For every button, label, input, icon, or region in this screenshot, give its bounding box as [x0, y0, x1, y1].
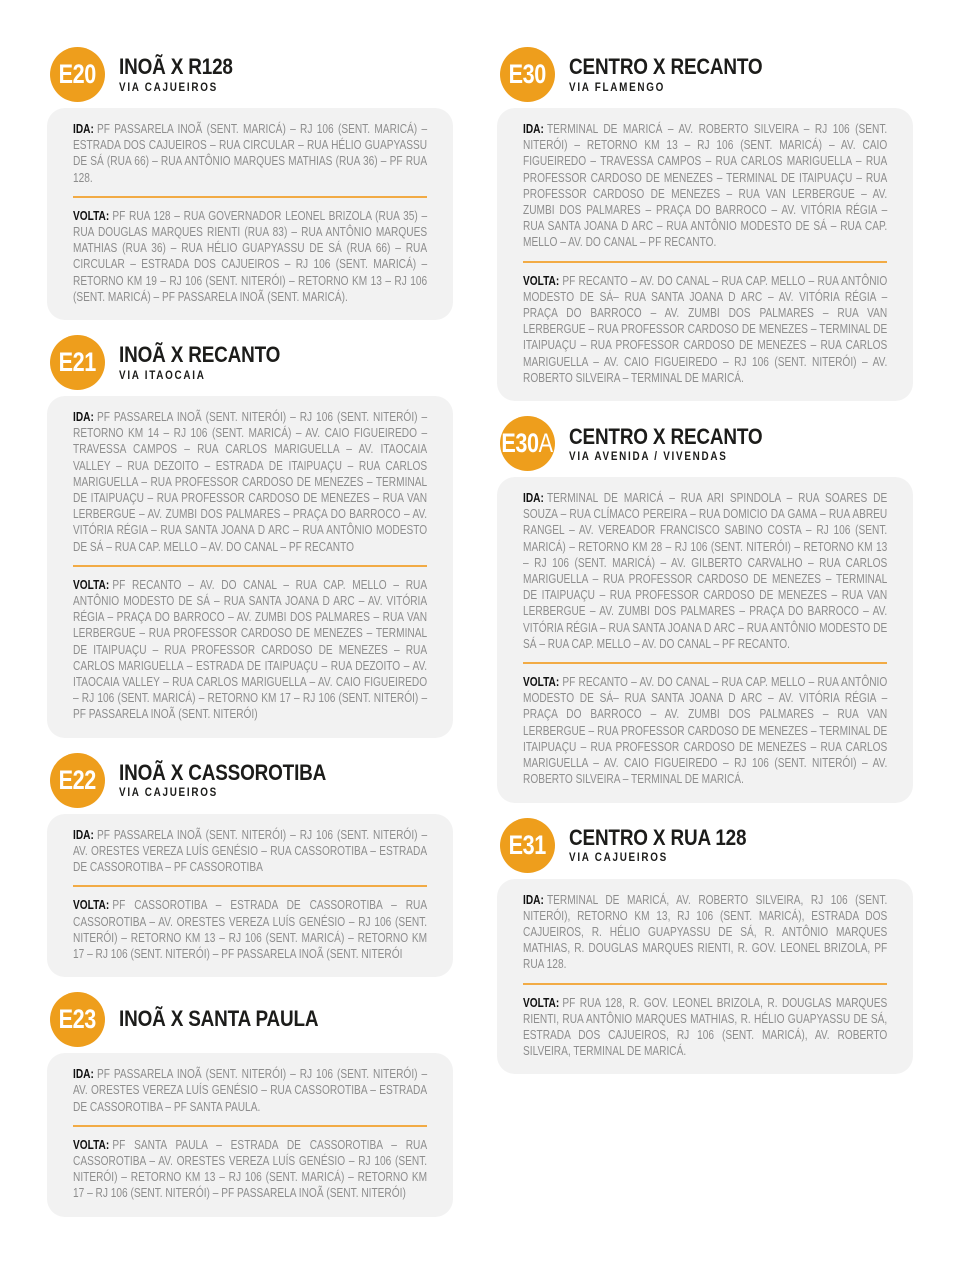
route-titles — [569, 826, 746, 864]
route-header — [497, 817, 913, 874]
route-title: INOÃ X R128 — [119, 54, 233, 80]
volta-label: VOLTA: — [73, 1136, 110, 1152]
ida-route-text: TERMINAL DE MARICÁ – AV. ROBERTO SILVEIRA – RJ 106 (SENT. NITERÓI) – RETORNO KM 13 – RJ 106 (SENT. MARICÁ) – AV. CAIO FIGUEIREDO – TRAVESSA CAMPOS – RUA CARLOS MARIGUELLA – RUA PROFESSOR CARDOSO DE MENEZES – TERMINAL DE ITAIPUAÇU – RUA PROFESSOR CARDOSO DE MENEZES – RUA VAN LERBERGUE – AV. ZUMBI DOS PALMARES – PRAÇA DO BARROCO – AV. VITÓRIA RÉGIA – RUA SANTA JOANA D ARC – RUA ANTÔNIO MODESTO DE SÁ – RUA CAP. MELLO – AV. DO CANAL – PF RECANTO. — [523, 121, 888, 250]
ida-paragraph — [73, 827, 427, 876]
volta-label: VOLTA: — [73, 207, 110, 223]
route-code: E21 — [58, 347, 97, 378]
ida-label: IDA: — [523, 121, 544, 136]
route-badge — [50, 753, 105, 808]
volta-route-text: PF RECANTO – AV. DO CANAL – RUA CAP. MELLO – RUA ANTÔNIO MODESTO DE SÁ – RUA SANTA JOANA D ARC – AV. VITÓRIA RÉGIA – PRAÇA DO BARROCO – AV. ZUMBI DOS PALMARES – RUA VAN LERBERGUE – RUA PROFESSOR CARDOSO DE MENEZES – TERMINAL DE ITAIPUAÇU – RUA PROFESSOR CARDOSO DE MENEZES – RUA CARLOS MARIGUELLA – ESTRADA DE ITAIPUAÇU – RUA DEZOITO – AV. ITAOCAIA VALLEY – RUA CARLOS MARIGUELLA – AV. CAIO FIGUEIREDO – RJ 106 (SENT. MARICÁ) – RETORNO KM 17 – RJ 106 (SENT. NITERÓI) – PF PASSARELA INOÃ (SENT. NITERÓI) — [73, 576, 428, 722]
route-code: E20 — [58, 59, 97, 89]
volta-route-text: PF RECANTO – AV. DO CANAL – RUA CAP. MELLO – RUA ANTÔNIO MODESTO DE SÁ– RUA SANTA JOANA D ARC – AV. VITÓRIA RÉGIA – PRAÇA DO BARROCO – AV. ZUMBI DOS PALMARES – RUA VAN LERBERGUE – RUA PROFESSOR CARDOSO DE MENEZES – TERMINAL DE ITAIPUAÇU – RUA PROFESSOR CARDOSO DE MENEZES – RUA CARLOS MARIGUELLA – AV. CAIO FIGUEIREDO – RJ 106 (SENT. NITERÓI) – AV. ROBERTO SILVEIRA – TERMINAL DE MARICÁ. — [523, 272, 888, 385]
route-code: E30 — [508, 59, 547, 89]
volta-paragraph — [523, 273, 887, 386]
route-subtitle: VIA CAJUEIROS — [119, 787, 218, 800]
volta-label: VOLTA: — [523, 272, 560, 288]
ida-volta-divider — [523, 662, 887, 664]
route-titles — [119, 1007, 318, 1033]
route-code: E23 — [58, 1004, 97, 1035]
route-code: E31 — [508, 829, 547, 860]
ida-label: IDA: — [73, 826, 94, 842]
route-header — [497, 415, 913, 472]
volta-route-text: PF CASSOROTIBA – ESTRADA DE CASSOROTIBA – RUA CASSOROTIBA – AV. ORESTES VEREZA LUÍS GENÉSIO – RJ 106 (SENT. NITERÓI) – RETORNO KM 13 – RJ 106 (SENT. MARICÁ) – RETORNO KM 17 – RJ 106 (SENT. NITERÓI) – PF PASSARELA INOÃ (SENT. NITERÓI — [73, 897, 428, 961]
ida-volta-divider — [73, 565, 427, 567]
route-header — [47, 334, 453, 391]
route-code: E30A — [501, 428, 554, 459]
volta-paragraph — [73, 897, 427, 962]
volta-route-text: PF RUA 128 – RUA GOVERNADOR LEONEL BRIZOLA (RUA 35) – RUA DOUGLAS MARQUES RIENTI (RUA 83) – RUA ANTÔNIO MARQUES MATHIAS (RUA 36) – RUA HÉLIO GUAPYASSU DE SÁ (RUA 66) – RUA CIRCULAR – ESTRADA DOS CAJUEIROS – RJ 106 (SENT. MARICÁ) – RETORNO KM 19 – RJ 106 (SENT. NITERÓI) – RETORNO KM 13 – RJ 106 (SENT. MARICÁ) – PF PASSARELA INOÃ (SENT. MARICÁ). — [73, 207, 428, 304]
route-card — [47, 814, 453, 977]
route-badge — [50, 47, 105, 102]
route-section-e21 — [47, 334, 453, 738]
route-card — [497, 108, 913, 401]
ida-label: IDA: — [523, 891, 544, 907]
volta-paragraph — [73, 208, 427, 305]
route-header — [497, 46, 913, 103]
ida-route-text: TERMINAL DE MARICÁ, AV. ROBERTO SILVEIRA, RJ 106 (SENT. NITERÓI), RETORNO KM 13, RJ 106 (SENT. MARICÁ), ESTRADA DOS CAJUEIROS, R. HÉLIO GUAPYASSU DE SÁ, R. ANTÔNIO MARQUES MATHIAS, R. DOUGLAS MARQUES RIENTI, R. GOV. LEONEL BRIZOLA, PF RUA 128. — [523, 891, 888, 972]
route-title: CENTRO X RECANTO — [569, 423, 763, 449]
route-subtitle: VIA FLAMENGO — [569, 81, 666, 94]
volta-paragraph — [523, 995, 887, 1060]
route-badge — [500, 818, 555, 873]
route-titles — [119, 343, 280, 381]
left-column — [47, 46, 453, 1231]
ida-paragraph — [523, 490, 887, 652]
route-card — [497, 879, 913, 1075]
ida-paragraph — [73, 1066, 427, 1115]
volta-route-text: PF RECANTO – AV. DO CANAL – RUA CAP. MELLO – RUA ANTÔNIO MODESTO DE SÁ– RUA SANTA JOANA D ARC – AV. VITÓRIA RÉGIA – PRAÇA DO BARROCO – AV. ZUMBI DOS PALMARES – RUA VAN LERBERGUE – RUA PROFESSOR CARDOSO DE MENEZES – TERMINAL DE ITAIPUAÇU – RUA PROFESSOR CARDOSO DE MENEZES – RUA CARLOS MARIGUELLA – AV. CAIO FIGUEIREDO – RJ 106 (SENT. NITERÓI) – AV. ROBERTO SILVEIRA – TERMINAL DE MARICÁ. — [523, 674, 888, 787]
ida-paragraph — [73, 409, 427, 555]
ida-route-text: PF PASSARELA INOÃ (SENT. NITERÓI) – RJ 106 (SENT. NITERÓI) – RETORNO KM 14 – RJ 106 (SENT. MARICÁ) – AV. CAIO FIGUEIREDO – TRAVESSA CAMPOS – RUA CARLOS MARIGUELLA – AV. ITAOCAIA VALLEY – RUA DEZOITO – ESTRADA DE ITAIPUAÇU – RUA CARLOS MARIGUELLA – RUA PROFESSOR CARDOSO DE MENEZES – TERMINAL DE ITAIPUAÇU – RUA PROFESSOR CARDOSO DE MENEZES – RUA VAN LERBERGUE – AV. ZUMBI DOS PALMARES – PRAÇA DO BARROCO – AV. VITÓRIA RÉGIA – RUA SANTA JOANA D ARC – RUA ANTÔNIO MODESTO DE SÁ – RUA CAP. MELLO – AV. DO CANAL – PF RECANTO — [73, 409, 428, 554]
route-badge — [500, 416, 555, 471]
route-badge — [500, 47, 555, 102]
route-card — [47, 108, 453, 320]
ida-volta-divider — [73, 196, 427, 198]
route-subtitle: VIA CAJUEIROS — [569, 852, 668, 865]
route-badge — [50, 992, 105, 1047]
route-section-e30a — [497, 415, 913, 802]
route-title: INOÃ X CASSOROTIBA — [119, 760, 327, 786]
ida-route-text: PF PASSARELA INOÃ (SENT. MARICÁ) – RJ 106 (SENT. MARICÁ) – ESTRADA DOS CAJUEIROS – RUA CIRCULAR – RUA HÉLIO GUAPYASSU DE SÁ (RUA 66) – RUA ANTÔNIO MARQUES MATHIAS (RUA 36) – PF RUA 128. — [73, 121, 428, 185]
ida-paragraph — [523, 892, 887, 973]
ida-paragraph — [73, 121, 427, 186]
route-title: CENTRO X RECANTO — [569, 54, 763, 80]
ida-volta-divider — [73, 1125, 427, 1127]
route-card — [47, 396, 453, 738]
route-titles — [119, 55, 233, 93]
route-card — [497, 477, 913, 802]
route-titles — [569, 55, 762, 93]
route-title: CENTRO X RUA 128 — [569, 824, 747, 850]
route-section-e31 — [497, 817, 913, 1075]
route-titles — [569, 425, 762, 463]
ida-label: IDA: — [73, 1066, 94, 1082]
ida-label: IDA: — [523, 490, 544, 506]
ida-route-text: TERMINAL DE MARICÁ – RUA ARI SPINDOLA – RUA SOARES DE SOUZA – RUA CLÍMACO PEREIRA – RUA DOMICIO DA GAMA – RUA ABREU RANGEL – AV. VEREADOR FRANCISCO SABINO COSTA – RJ 106 (SENT. MARICÁ) – RETORNO KM 28 – RJ 106 (SENT. NITERÓI) – RETORNO KM 13 – RJ 106 (SENT. MARICÁ) – AV. GILBERTO CARVALHO – RUA CARLOS MARIGUELLA – RUA PROFESSOR CARDOSO DE MENEZES – TERMINAL DE ITAIPUAÇU – RUA PROFESSOR CARDOSO DE MENEZES – RUA VAN LERBERGUE – AV. ZUMBI DOS PALMARES – PRAÇA DO BARROCO – AV. VITÓRIA RÉGIA – RUA SANTA JOANA D ARC – RUA ANTÔNIO MODESTO DE SÁ – RUA CAP. MELLO – AV. DO CANAL – PF RECANTO. — [523, 490, 888, 651]
ida-volta-divider — [523, 261, 887, 263]
volta-label: VOLTA: — [73, 576, 110, 592]
right-column — [497, 46, 913, 1231]
route-header — [47, 752, 453, 809]
route-title: INOÃ X SANTA PAULA — [119, 1005, 319, 1031]
ida-route-text: PF PASSARELA INOÃ (SENT. NITERÓI) – RJ 106 (SENT. NITERÓI) – AV. ORESTES VEREZA LUÍS GENÉSIO – RUA CASSOROTIBA – ESTRADA DE CASSOROTIBA – PF SANTA PAULA. — [73, 1066, 428, 1114]
volta-label: VOLTA: — [523, 674, 560, 690]
route-header — [47, 46, 453, 103]
ida-label: IDA: — [73, 409, 94, 425]
route-title: INOÃ X RECANTO — [119, 342, 281, 368]
route-card — [47, 1053, 453, 1216]
volta-label: VOLTA: — [73, 897, 110, 913]
ida-label: IDA: — [73, 121, 94, 136]
route-badge — [50, 335, 105, 390]
route-section-e23 — [47, 991, 453, 1216]
route-header — [47, 991, 453, 1048]
route-subtitle: VIA CAJUEIROS — [119, 81, 218, 94]
volta-paragraph — [523, 674, 887, 787]
route-code: E22 — [58, 764, 97, 795]
volta-route-text: PF RUA 128, R. GOV. LEONEL BRIZOLA, R. DOUGLAS MARQUES RIENTI, RUA ANTÔNIO MARQUES MATHIAS, R. HÉLIO GUAPYASSU DE SÁ, ESTRADA DOS CAJUEIROS, RJ 106 (SENT. MARICÁ), AV. ROBERTO SILVEIRA, TERMINAL DE MARICÁ. — [523, 994, 888, 1059]
ida-volta-divider — [523, 983, 887, 985]
ida-volta-divider — [73, 885, 427, 887]
route-section-e22 — [47, 752, 453, 977]
route-subtitle: VIA ITAOCAIA — [119, 369, 206, 382]
ida-route-text: PF PASSARELA INOÃ (SENT. NITERÓI) – RJ 106 (SENT. NITERÓI) – AV. ORESTES VEREZA LUÍS GENÉSIO – RUA CASSOROTIBA – ESTRADA DE CASSOROTIBA – PF CASSOROTIBA — [73, 826, 428, 875]
route-titles — [119, 761, 326, 799]
volta-paragraph — [73, 577, 427, 723]
route-subtitle: VIA AVENIDA / VIVENDAS — [569, 450, 728, 463]
ida-paragraph — [523, 121, 887, 251]
volta-paragraph — [73, 1137, 427, 1202]
volta-label: VOLTA: — [523, 994, 560, 1010]
volta-route-text: PF SANTA PAULA – ESTRADA DE CASSOROTIBA – RUA CASSOROTIBA – AV. ORESTES VEREZA LUÍS GENÉSIO – RJ 106 (SENT. NITERÓI) – RETORNO KM 13 – RJ 106 (SENT. MARICÁ) – RETORNO KM 17 – RJ 106 (SENT. NITERÓI) – PF PASSARELA INOÃ (SENT. NITERÓI) — [73, 1136, 428, 1201]
route-section-e20 — [47, 46, 453, 320]
route-section-e30 — [497, 46, 913, 401]
